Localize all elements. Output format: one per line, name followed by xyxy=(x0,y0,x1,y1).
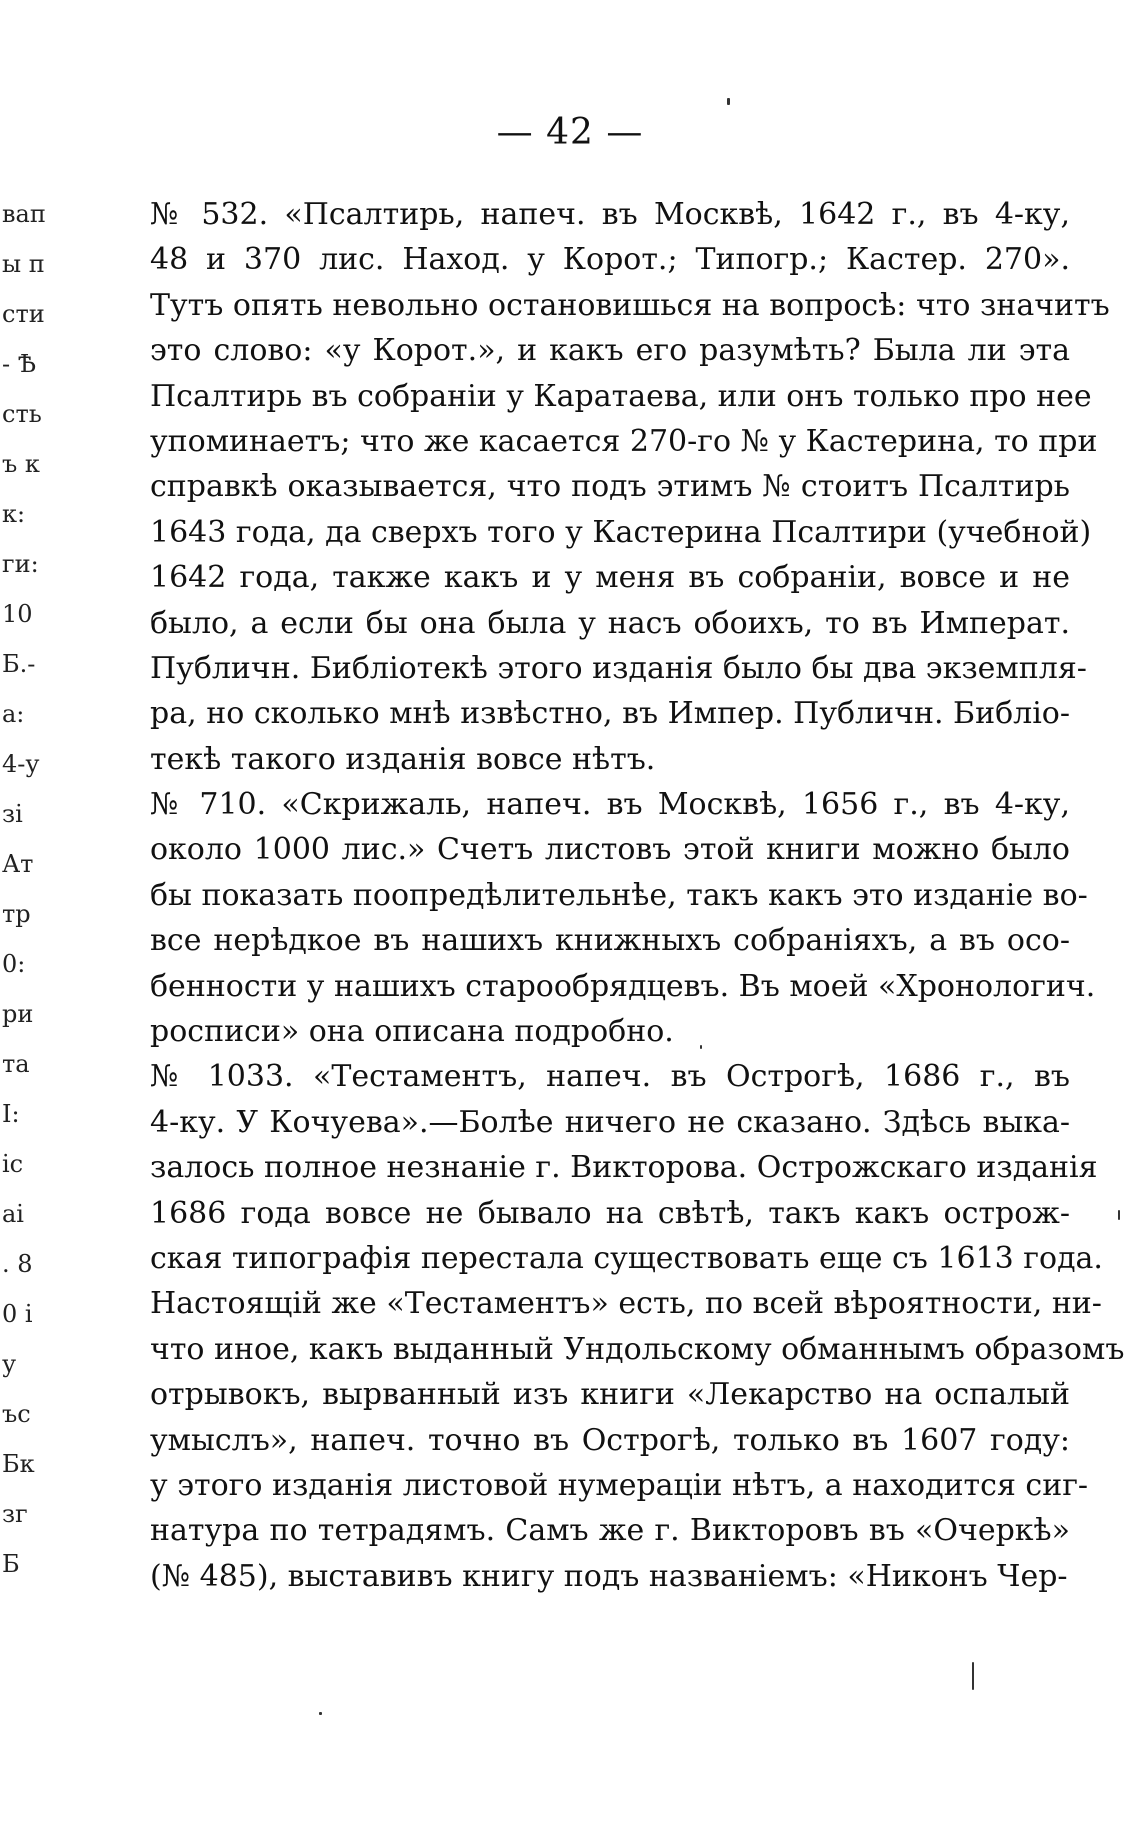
previous-page-margin-bleed xyxy=(0,200,46,1600)
margin-fragment: та xyxy=(2,1050,30,1078)
body-text xyxy=(150,192,1125,1599)
text-line: 48 и 370 лис. Наход. у Корот.; Типогр.; Кастер. 270». xyxy=(150,242,1070,278)
text-line: текѣ такого изданія вовсе нѣтъ. xyxy=(150,741,656,777)
margin-fragment: ic xyxy=(2,1150,24,1178)
text-line: ра, но сколько мнѣ извѣстно, въ Импер. Публичн. Библіо- xyxy=(150,696,1070,732)
text-line: было, а если бы она была у насъ обоихъ, то въ Императ. xyxy=(150,605,1070,641)
page-number: — 42 — xyxy=(496,112,644,153)
margin-fragment: у xyxy=(2,1350,17,1378)
margin-fragment: сти xyxy=(2,300,45,328)
print-speck xyxy=(700,1045,702,1049)
text-line: это слово: «у Корот.», и какъ его разумѣть? Была ли эта xyxy=(150,333,1070,369)
text-line: Публичн. Библіотекѣ этого изданія было бы два экземпля- xyxy=(150,650,1087,686)
text-line: около 1000 лис.» Счетъ листовъ этой книги можно было xyxy=(150,832,1070,868)
text-line: № 710. «Скрижаль, напеч. въ Москвѣ, 1656 г., въ 4-ку, xyxy=(150,787,1070,823)
margin-fragment: ги: xyxy=(2,550,39,578)
text-line: натура по тетрадямъ. Самъ же г. Викторовъ въ «Очеркѣ» xyxy=(150,1513,1070,1549)
margin-fragment: сть xyxy=(2,400,42,428)
text-line: отрывокъ, вырванный изъ книги «Лекарство на оспалый xyxy=(150,1377,1070,1413)
text-line: справкѣ оказывается, что подъ этимъ № стоитъ Псалтирь xyxy=(150,469,1070,505)
text-line: 1642 года, также какъ и у меня въ собраніи, вовсе и не xyxy=(150,560,1070,596)
text-line: Псалтирь въ собраніи у Каратаева, или онъ только про нее xyxy=(150,378,1092,414)
text-line: Настоящій же «Тестаментъ» есть, по всей вѣроятности, ни- xyxy=(150,1286,1102,1322)
margin-fragment: вап xyxy=(2,200,46,228)
margin-fragment: ъ к xyxy=(2,450,40,478)
text-line: бенности у нашихъ старообрядцевъ. Въ моей «Хронологич. xyxy=(150,968,1096,1004)
print-speck xyxy=(319,1712,322,1715)
margin-fragment: аі xyxy=(2,1200,24,1228)
text-line: ская типографія перестала существовать еще съ 1613 года. xyxy=(150,1240,1103,1276)
margin-fragment: 0: xyxy=(2,950,26,978)
text-line: у этого изданія листовой нумераціи нѣтъ, а находится сиг- xyxy=(150,1467,1089,1503)
text-line: 4-ку. У Кочуева».—Болѣе ничего не сказано. Здѣсь выка- xyxy=(150,1104,1070,1140)
print-speck xyxy=(1118,1210,1120,1220)
text-line: 1686 года вовсе не бывало на свѣтѣ, такъ какъ острож- xyxy=(150,1195,1070,1231)
text-line: 1643 года, да сверхъ того у Кастерина Псалтири (учебной) xyxy=(150,514,1092,550)
text-line: (№ 485), выставивъ книгу подъ названіемъ: «Никонъ Чер- xyxy=(150,1558,1068,1594)
text-line: что иное, какъ выданный Ундольскому обманнымъ образомъ xyxy=(150,1331,1125,1367)
margin-fragment: І: xyxy=(2,1100,20,1128)
margin-fragment: 0 і xyxy=(2,1300,33,1328)
margin-fragment: - Ѣ xyxy=(2,350,37,378)
margin-fragment: 10 xyxy=(2,600,33,628)
text-line: № 532. «Псалтирь, напеч. въ Москвѣ, 1642 г., въ 4-ку, xyxy=(150,197,1070,232)
margin-fragment: Ат xyxy=(2,850,34,878)
print-speck xyxy=(972,1662,974,1690)
margin-fragment: ри xyxy=(2,1000,34,1028)
margin-fragment: к: xyxy=(2,500,26,528)
print-speck xyxy=(727,98,730,105)
margin-fragment: Бк xyxy=(2,1450,35,1478)
margin-fragment: . 8 xyxy=(2,1250,33,1278)
text-line: упоминаетъ; что же касается 270-го № у Кастерина, то при xyxy=(150,423,1098,459)
margin-fragment: ъс xyxy=(2,1400,31,1428)
text-line: все нерѣдкое въ нашихъ книжныхъ собраніяхъ, а въ осо- xyxy=(150,923,1070,959)
text-line: № 1033. «Тестаментъ, напеч. въ Острогѣ, 1686 г., въ xyxy=(150,1059,1070,1095)
text-line: росписи» она описана подробно. xyxy=(150,1014,674,1050)
margin-fragment: тр xyxy=(2,900,31,928)
text-line: залось полное незнаніе г. Викторова. Острожскаго изданія xyxy=(150,1150,1098,1186)
text-line: бы показать поопредѣлительнѣе, такъ какъ это изданіе во- xyxy=(150,877,1088,913)
text-line: Тутъ опять невольно остановишься на вопросѣ: что значитъ xyxy=(150,287,1110,323)
margin-fragment: ы п xyxy=(2,250,45,278)
margin-fragment: Б.- xyxy=(2,650,36,678)
margin-fragment: зі xyxy=(2,800,23,828)
margin-fragment: а: xyxy=(2,700,25,728)
margin-fragment: 4-у xyxy=(2,750,40,778)
text-line: умыслъ», напеч. точно въ Острогѣ, только въ 1607 году: xyxy=(150,1422,1070,1458)
margin-fragment: зг xyxy=(2,1500,28,1528)
margin-fragment: Б xyxy=(2,1550,20,1578)
